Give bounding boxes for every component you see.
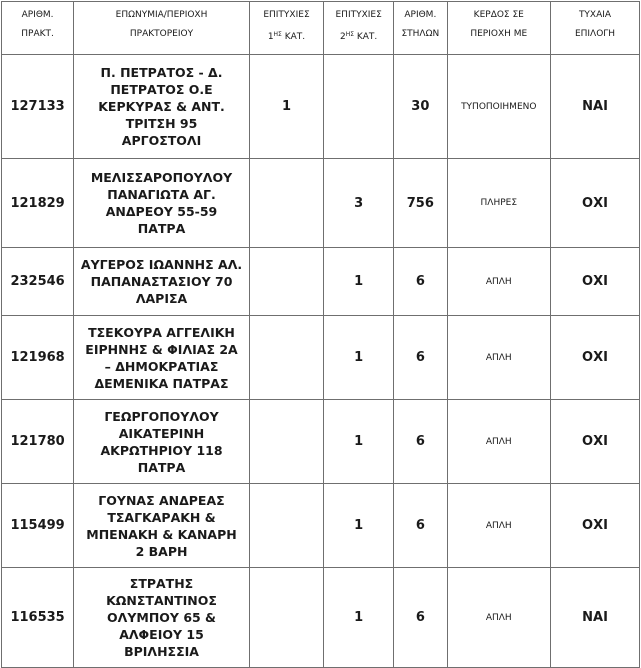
columns-count: 6 [394, 316, 447, 400]
second-category-wins: 1 [324, 400, 394, 484]
second-category-wins [324, 55, 394, 159]
second-category-wins: 3 [324, 159, 394, 248]
agency-id: 121968 [2, 316, 74, 400]
agency-id: 116535 [2, 568, 74, 668]
second-category-wins: 1 [324, 484, 394, 568]
agency-name-address: ΓΕΩΡΓΟΠΟΥΛΟΥ ΑΙΚΑΤΕΡΙΝΗ ΑΚΡΩΤΗΡΙΟΥ 118 ΠΑΤΡΑ [74, 400, 250, 484]
agency-name-address: ΓΟΥΝΑΣ ΑΝΔΡΕΑΣ ΤΣΑΓΚΑΡΑΚΗ & ΜΠΕΝΑΚΗ & ΚΑΝΑΡΗ 2 ΒΑΡΗ [74, 484, 250, 568]
table-row [2, 159, 640, 248]
second-category-wins: 1 [324, 248, 394, 316]
header-columns-count: ΑΡΙΘΜ. ΣΤΗΛΩΝ [394, 2, 447, 55]
table-row [2, 316, 640, 400]
random-pick: ΝΑΙ [551, 55, 640, 159]
agency-name-address: ΤΣΕΚΟΥΡΑ ΑΓΓΕΛΙΚΗ ΕΙΡΗΝΗΣ & ΦΙΛΙΑΣ 2Α – ΔΗΜΟΚΡΑΤΙΑΣ ΔΕΜΕΝΙΚΑ ΠΑΤΡΑΣ [74, 316, 250, 400]
header-first-category: ΕΠΙΤΥΧΙΕΣ $1^{H\Sigma}$ ΚΑΤ. [249, 2, 323, 55]
columns-count: 6 [394, 484, 447, 568]
agency-name-address: ΜΕΛΙΣΣΑΡΟΠΟΥΛΟΥ ΠΑΝΑΓΙΩΤΑ ΑΓ. ΑΝΔΡΕΟΥ 55-59 ΠΑΤΡΑ [74, 159, 250, 248]
header-row [2, 2, 640, 55]
random-pick: ΟΧΙ [551, 248, 640, 316]
columns-count: 30 [394, 55, 447, 159]
profit-type: ΑΠΛΗ [447, 248, 551, 316]
profit-type: ΠΛΗΡΕΣ [447, 159, 551, 248]
second-category-wins: 1 [324, 316, 394, 400]
agency-id: 232546 [2, 248, 74, 316]
first-category-wins [249, 316, 323, 400]
agency-name-address: Π. ΠΕΤΡΑΤΟΣ - Δ. ΠΕΤΡΑΤΟΣ Ο.Ε ΚΕΡΚΥΡΑΣ & ΑΝΤ. ΤΡΙΤΣΗ 95 ΑΡΓΟΣΤΟΛΙ [74, 55, 250, 159]
profit-type: ΑΠΛΗ [447, 400, 551, 484]
table-row [2, 248, 640, 316]
profit-type: ΑΠΛΗ [447, 568, 551, 668]
first-category-wins [249, 568, 323, 668]
random-pick: ΟΧΙ [551, 400, 640, 484]
header-agency-id: ΑΡΙΘΜ. ΠΡΑΚΤ. [2, 2, 74, 55]
table-row [2, 55, 640, 159]
agencies-table [1, 1, 640, 668]
table-row [2, 484, 640, 568]
header-profit-type: ΚΕΡΔΟΣ ΣΕ ΠΕΡΙΟΧΗ ΜΕ [447, 2, 551, 55]
agency-id: 121829 [2, 159, 74, 248]
first-category-wins [249, 159, 323, 248]
agency-id: 127133 [2, 55, 74, 159]
columns-count: 6 [394, 568, 447, 668]
profit-type: ΑΠΛΗ [447, 316, 551, 400]
profit-type: ΤΥΠΟΠΟΙΗΜΕΝΟ [447, 55, 551, 159]
random-pick: ΟΧΙ [551, 316, 640, 400]
first-category-wins [249, 484, 323, 568]
agency-id: 121780 [2, 400, 74, 484]
agency-id: 115499 [2, 484, 74, 568]
table-row [2, 400, 640, 484]
random-pick: ΟΧΙ [551, 484, 640, 568]
first-category-wins [249, 400, 323, 484]
columns-count: 756 [394, 159, 447, 248]
header-random-pick: ΤΥΧΑΙΑ ΕΠΙΛΟΓΗ [551, 2, 640, 55]
header-second-category: ΕΠΙΤΥΧΙΕΣ $2^{H\Sigma}$ ΚΑΤ. [324, 2, 394, 55]
columns-count: 6 [394, 400, 447, 484]
random-pick: ΟΧΙ [551, 159, 640, 248]
table-row [2, 568, 640, 668]
agency-name-address: ΑΥΓΕΡΟΣ ΙΩΑΝΝΗΣ ΑΛ. ΠΑΠΑΝΑΣΤΑΣΙΟΥ 70 ΛΑΡΙΣΑ [74, 248, 250, 316]
profit-type: ΑΠΛΗ [447, 484, 551, 568]
header-agency-name: ΕΠΩΝΥΜΙΑ/ΠΕΡΙΟΧΗ ΠΡΑΚΤΟΡΕΙΟΥ [74, 2, 250, 55]
random-pick: ΝΑΙ [551, 568, 640, 668]
second-category-wins: 1 [324, 568, 394, 668]
first-category-wins: 1 [249, 55, 323, 159]
first-category-wins [249, 248, 323, 316]
columns-count: 6 [394, 248, 447, 316]
agency-name-address: ΣΤΡΑΤΗΣ ΚΩΝΣΤΑΝΤΙΝΟΣ ΟΛΥΜΠΟΥ 65 & ΑΛΦΕΙΟΥ 15 ΒΡΙΛΗΣΣΙΑ [74, 568, 250, 668]
